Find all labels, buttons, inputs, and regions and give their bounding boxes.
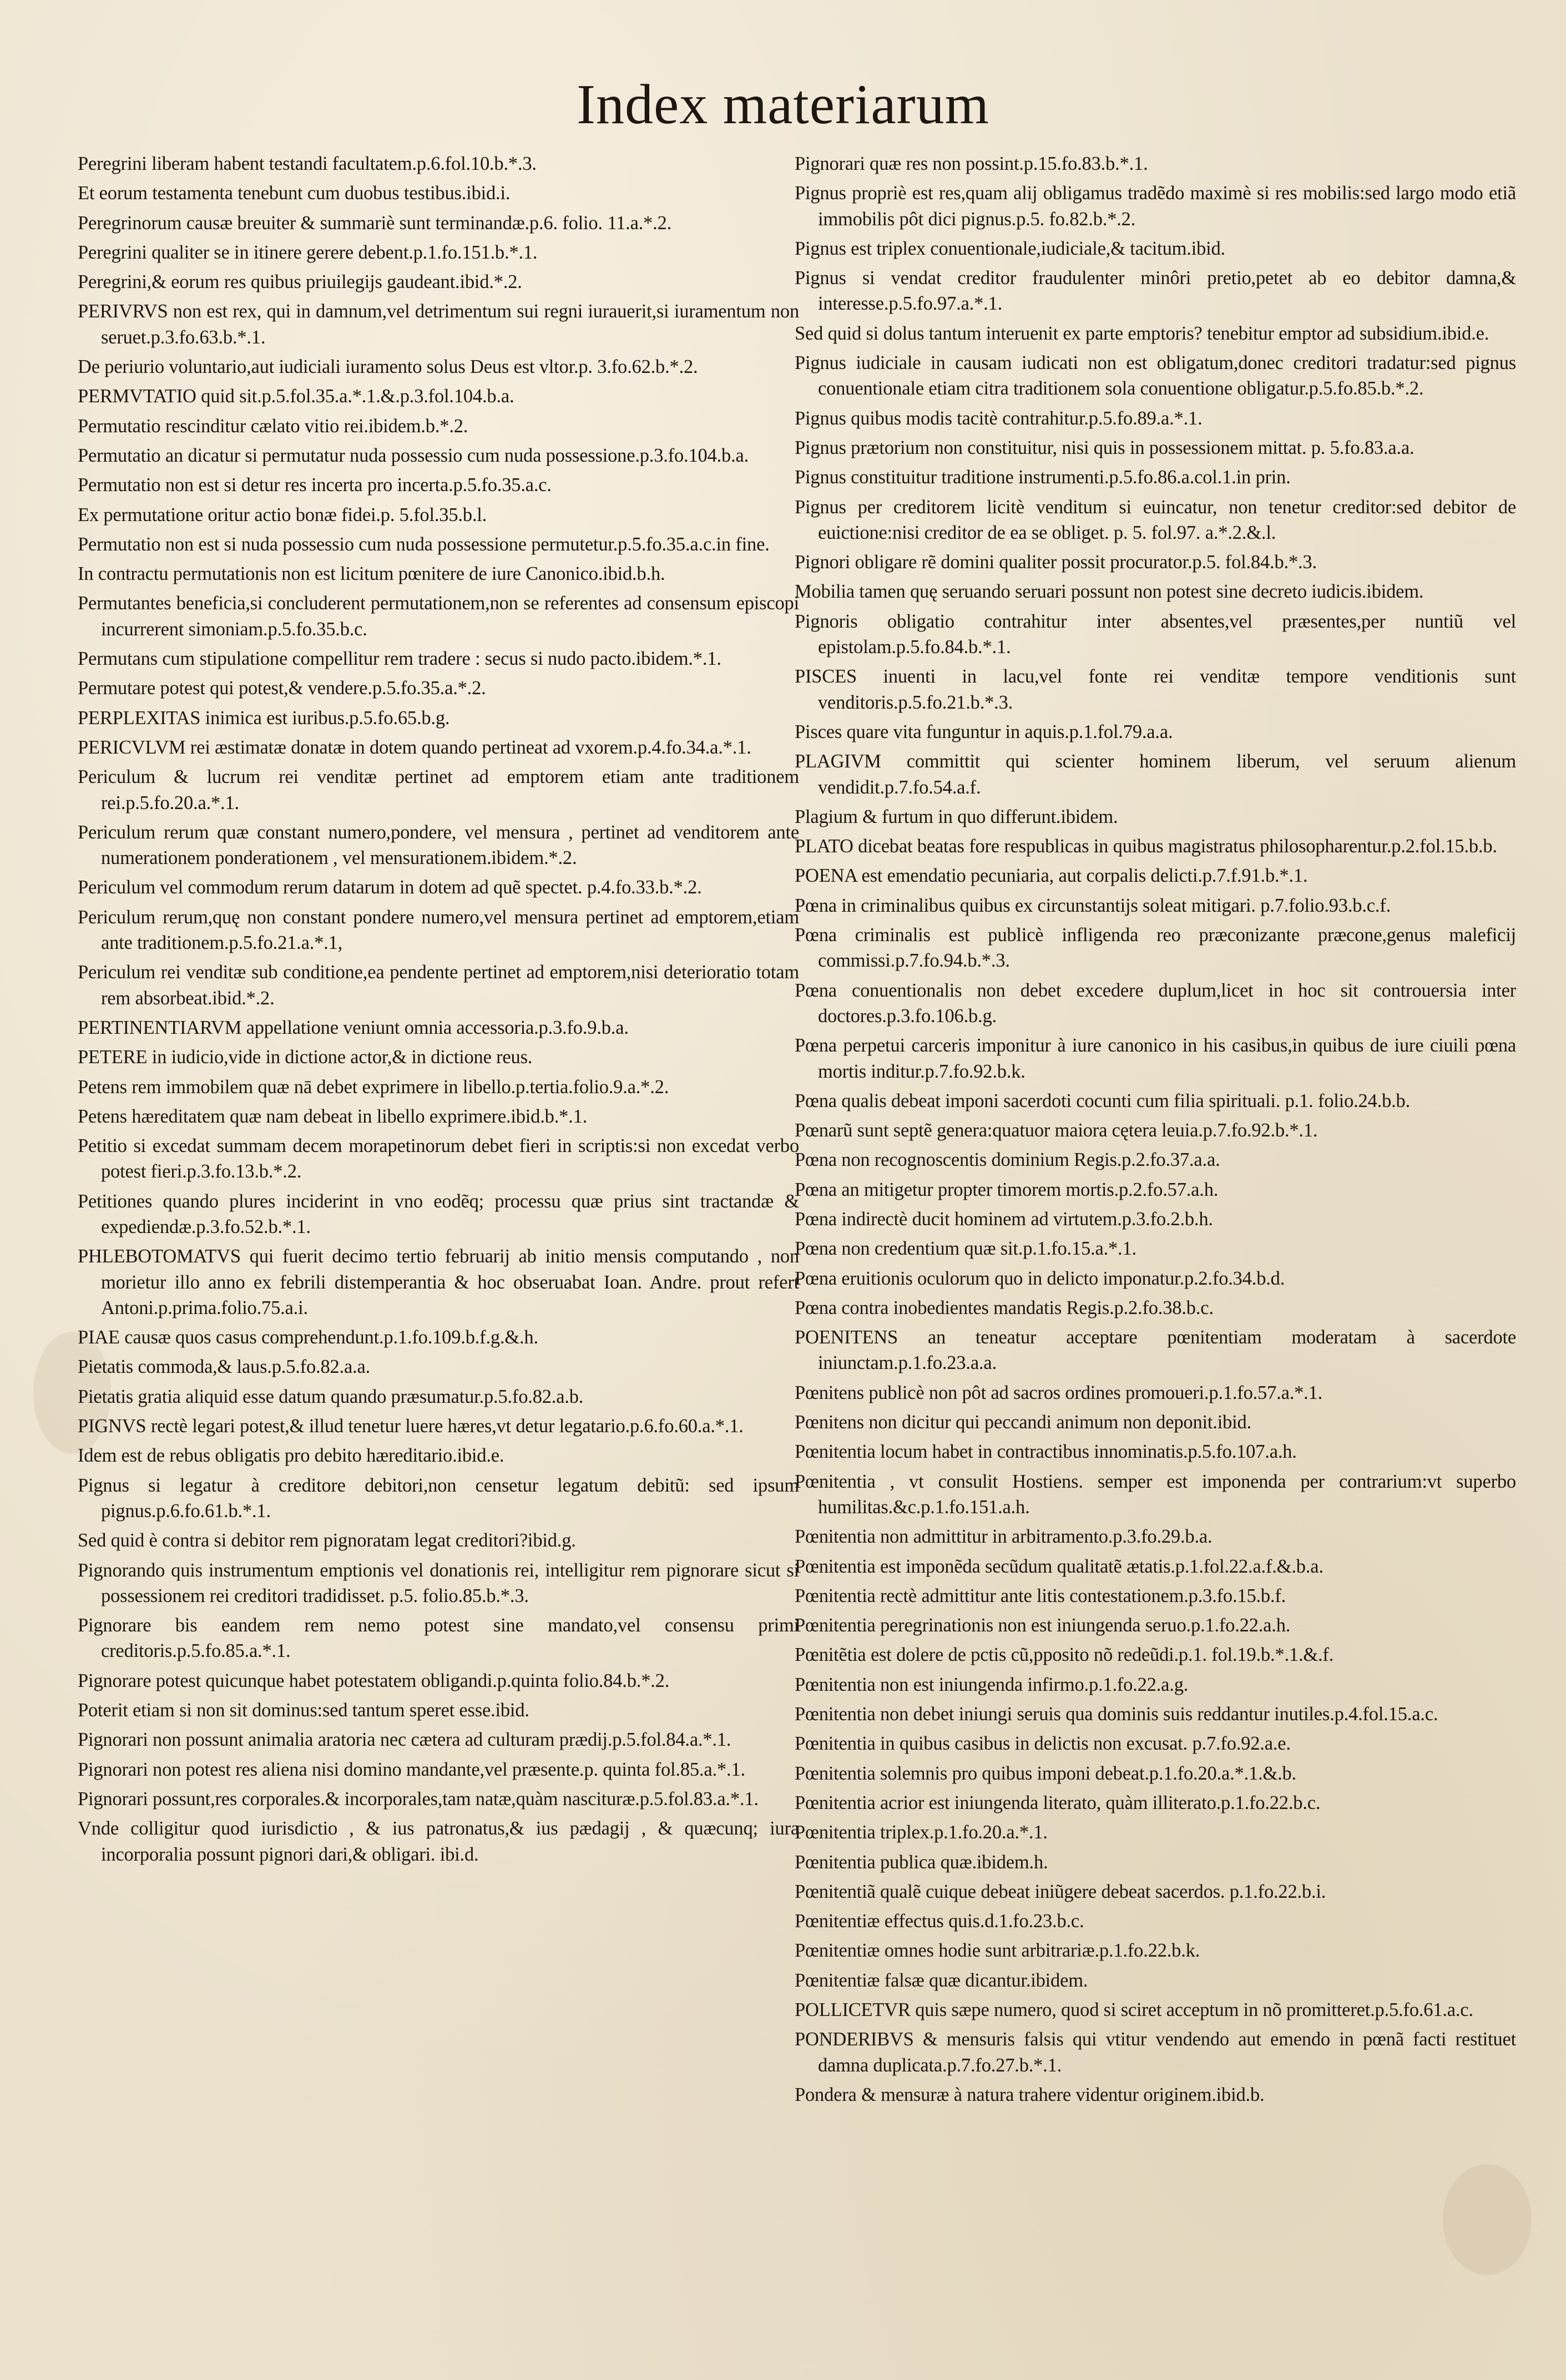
index-entry: Sed quid si dolus tantum interuenit ex parte emptoris? tenebitur emptor ad subsidium.ibid.e. (795, 322, 1489, 344)
index-entry: De periurio voluntario,aut iudiciali iuramento solus Deus est vltor.p. 3.fo.62.b.*.2. (78, 356, 698, 378)
index-entry: Pignus per creditorem licitè venditum si euincatur, non tenetur creditor:sed debitor de euictione:nisi creditor de ea se obliget. p. 5. fol.97. a.*.2.&.l. (795, 496, 1516, 543)
index-entry: Vnde colligitur quod iurisdictio , & ius patronatus,& ius pædagij , & quæcunq; iura incorporalia possunt pignori dari,& obligari. ibi.d. (78, 1818, 799, 1865)
index-entry: Pietatis gratia aliquid esse datum quando præsumatur.p.5.fo.82.a.b. (78, 1386, 584, 1407)
index-entry: Pœnitens non dicitur qui peccandi animum non deponit.ibid. (795, 1412, 1251, 1433)
index-entry: In contractu permutationis non est licitum pœnitere de iure Canonico.ibid.b.h. (78, 563, 665, 585)
index-entry: Pœna perpetui carceris imponitur à iure canonico in his casibus,in quibus de iure ciuili pœna mortis inditur.p.7.fo.92.b.k. (795, 1035, 1516, 1082)
index-entry: Ex permutatione oritur actio bonæ fidei.p. 5.fol.35.b.l. (78, 504, 487, 525)
index-entry: Peregrini liberam habent testandi facultatem.p.6.fol.10.b.*.3. (78, 153, 537, 174)
index-entry: Pœna in criminalibus quibus ex circunstantijs soleat mitigari. p.7.folio.93.b.c.f. (795, 895, 1391, 916)
index-entry: Pœnitentiã qualẽ cuique debeat iniũgere debeat sacerdos. p.1.fo.22.b.i. (795, 1881, 1326, 1902)
index-entry: Pœnarũ sunt septẽ genera:quatuor maiora cętera leuia.p.7.fo.92.b.*.1. (795, 1120, 1318, 1141)
index-entry: Poterit etiam si non sit dominus:sed tantum speret esse.ibid. (78, 1700, 529, 1721)
index-entry: Petens hæreditatem quæ nam debeat in libello exprimere.ibid.b.*.1. (78, 1105, 588, 1127)
index-entry: Pignus constituitur traditione instrumenti.p.5.fo.86.a.col.1.in prin. (795, 467, 1291, 488)
index-entry: Petitiones quando plures inciderint in vno eodẽq; processu quæ prius sint tractandæ & expediendæ.p.3.fo.52.b.*.1. (78, 1190, 799, 1237)
index-entry: Permutatio an dicatur si permutatur nuda possessio cum nuda possessione.p.3.fo.104.b.a. (78, 444, 749, 466)
index-entry: Pœna indirectè ducit hominem ad virtutem.p.3.fo.2.b.h. (795, 1208, 1213, 1230)
index-entry: Periculum vel commodum rerum datarum in dotem ad quẽ spectet. p.4.fo.33.b.*.2. (78, 877, 702, 898)
index-entry: Pœnitentia peregrinationis non est iniungenda seruo.p.1.fo.22.a.h. (795, 1615, 1291, 1636)
index-entry: Pœna qualis debeat imponi sacerdoti cocunti cum filia spirituali. p.1. folio.24.b.b. (795, 1090, 1411, 1111)
index-entry: Pignorari possunt,res corporales.& incorporales,tam natæ,quàm nascituræ.p.5.fol.83.a.*.1. (78, 1788, 759, 1810)
index-entry: Pignorari non possunt animalia aratoria nec cætera ad culturam prædij.p.5.fol.84.a.*.1. (78, 1729, 731, 1751)
index-entry: Pœnitentia locum habet in contractibus innominatis.p.5.fo.107.a.h. (795, 1441, 1297, 1463)
index-entry: PERIVRVS non est rex, qui in damnum,vel detrimentum sui regni iurauerit,si iuramentum non seruet.p.3.fo.63.b.*.1. (78, 301, 799, 348)
index-entry: Sed quid è contra si debitor rem pignoratam legat creditori?ibid.g. (78, 1530, 576, 1552)
index-entry: POLLICETVR quis sæpe numero, quod si sciret acceptum in nõ promitteret.p.5.fo.61.a.c. (795, 1999, 1473, 2020)
index-entry: Pœnitentia solemnis pro quibus imponi debeat.p.1.fo.20.a.*.1.&.b. (795, 1762, 1297, 1784)
index-entry: Pœna contra inobedientes mandatis Regis.p.2.fo.38.b.c. (795, 1297, 1214, 1318)
index-entry: Permutatio non est si detur res incerta pro incerta.p.5.fo.35.a.c. (78, 474, 552, 496)
index-entry: Petens rem immobilem quæ nā debet exprimere in libello.p.tertia.folio.9.a.*.2. (78, 1076, 669, 1098)
index-entry: Pœnitentia rectè admittitur ante litis contestationem.p.3.fo.15.b.f. (795, 1585, 1286, 1606)
index-entry: PERTINENTIARVM appellatione veniunt omnia accessoria.p.3.fo.9.b.a. (78, 1017, 629, 1038)
index-entry: PERPLEXITAS inimica est iuribus.p.5.fo.65.b.g. (78, 707, 450, 729)
index-entry: PIAE causæ quos casus comprehendunt.p.1.fo.109.b.f.g.&.h. (78, 1327, 538, 1348)
index-entry: Peregrini,& eorum res quibus priuilegijs gaudeant.ibid.*.2. (78, 271, 522, 293)
index-entry: Pœnitentia est imponẽda secũdum qualitatẽ ætatis.p.1.fol.22.a.f.&.b.a. (795, 1555, 1323, 1577)
index-entry: Pignorari non potest res aliena nisi domino mandante,vel præsente.p. quinta fol.85.a.*.1. (78, 1759, 745, 1780)
index-entry: Pignus si legatur à creditore debitori,non censetur legatum debitũ: sed ipsum pignus.p.6.fo.61.b.*.1. (78, 1474, 799, 1522)
index-entry: Plagium & furtum in quo differunt.ibidem. (795, 806, 1118, 827)
index-entry: Periculum rerum,quę non constant pondere numero,vel mensura pertinet ad emptorem,etiam ante traditionem.p.5.fo.21.a.*.1, (78, 906, 799, 954)
index-entry: Permutans cum stipulatione compellitur rem tradere : secus si nudo pacto.ibidem.*.1. (78, 648, 721, 670)
paper-stain (1443, 2164, 1532, 2275)
index-entry: Pignus iudiciale in causam iudicati non est obligatum,donec creditori tradatur:sed pignus conuentionale etiam citra traditionem sola conuentione obligatur.p.5.fo.85.b.*.2. (795, 352, 1516, 400)
index-entry: Idem est de rebus obligatis pro debito hæreditario.ibid.e. (78, 1445, 504, 1467)
index-entry: Pœna an mitigetur propter timorem mortis.p.2.fo.57.a.h. (795, 1179, 1219, 1200)
index-entry: Pœnitens publicè non pôt ad sacros ordines promoueri.p.1.fo.57.a.*.1. (795, 1382, 1323, 1403)
index-column-right (795, 151, 1516, 2111)
index-entry: Pœnitentia acrior est iniungenda literato, quàm illiterato.p.1.fo.22.b.c. (795, 1792, 1321, 1813)
index-entry: Pœna criminalis est publicè infligenda reo præconizante præcone,genus maleficij commissi.p.7.fo.94.b.*.3. (795, 924, 1516, 972)
index-entry: Pœnitentiæ effectus quis.d.1.fo.23.b.c. (795, 1911, 1084, 1932)
index-entry: Pignus propriè est res,quam alij obligamus tradẽdo maximè si res mobilis:sed largo modo etiã immobilis pôt dici pignus.p.5. fo.82.b.*.2. (795, 183, 1516, 230)
index-entry: Pœnitentia non admittitur in arbitramento.p.3.fo.29.b.a. (795, 1526, 1213, 1548)
index-entry: Pœnitentia , vt consulit Hostiens. semper est imponenda per contrarium:vt superbo humilitas.&c.p.1.fo.151.a.h. (795, 1471, 1516, 1518)
index-entry: PLATO dicebat beatas fore respublicas in quibus magistratus philosopharentur.p.2.fol.15.b.b. (795, 836, 1497, 857)
index-entry: Periculum rerum quæ constant numero,pondere, vel mensura , pertinet ad venditorem ante numerationem ponderationem , vel mensurationem.ibidem.*.2. (78, 821, 799, 869)
index-entry: Pignorari quæ res non possint.p.15.fo.83.b.*.1. (795, 153, 1148, 174)
index-entry: Pignus prætorium non constituitur, nisi quis in possessionem mittat. p. 5.fo.83.a.a. (795, 437, 1415, 458)
index-entry: Peregrini qualiter se in itinere gerere debent.p.1.fo.151.b.*.1. (78, 241, 538, 263)
index-entry: POENITENS an teneatur acceptare pœnitentiam moderatam à sacerdote iniunctam.p.1.fo.23.a.a. (795, 1327, 1516, 1374)
index-entry: Pœnitentia in quibus casibus in delictis non excusat. p.7.fo.92.a.e. (795, 1733, 1291, 1755)
index-entry: PONDERIBVS & mensuris falsis qui vtitur vendendo aut emendo in pœnã facti restituet damna duplicata.p.7.fo.27.b.*.1. (795, 2029, 1516, 2076)
index-entry: Permutatio non est si nuda possessio cum nuda possessione permutetur.p.5.fo.35.a.c.in fine. (78, 533, 770, 555)
index-entry: Pignorando quis instrumentum emptionis vel donationis rei, intelligitur rem pignorare sicut si possessionem rei creditori tradidisset. p.5. folio.85.b.*.3. (78, 1559, 799, 1606)
index-entry: Mobilia tamen quę seruando seruari possunt non potest sine decreto iudicis.ibidem. (795, 581, 1424, 603)
index-entry: Pœnitentiæ falsæ quæ dicantur.ibidem. (795, 1969, 1088, 1991)
index-entry: Permutare potest qui potest,& vendere.p.5.fo.35.a.*.2. (78, 678, 486, 699)
index-entry: Petitio si excedat summam decem morapetinorum debet fieri in scriptis:si non excedat verbo potest fieri.p.3.fo.13.b.*.2. (78, 1135, 799, 1183)
index-entry: Pignus si vendat creditor fraudulenter minôri pretio,petet ab eo debitor damna,& interesse.p.5.fo.97.a.*.1. (795, 267, 1516, 315)
index-entry: Pœna conuentionalis non debet excedere duplum,licet in hoc sit controuersia inter doctores.p.3.fo.106.b.g. (795, 979, 1516, 1027)
index-entry: Pœnitẽtia est dolere de pctis cũ,pposito nõ redeũdi.p.1. fol.19.b.*.1.&.f. (795, 1644, 1334, 1666)
index-entry: Et eorum testamenta tenebunt cum duobus testibus.ibid.i. (78, 183, 511, 204)
index-entry: Periculum rei venditæ sub conditione,ea pendente pertinet ad emptorem,nisi deterioratio totam rem absorbeat.ibid.*.2. (78, 962, 799, 1009)
page-title: Index materiarum (577, 73, 989, 136)
index-entry: Permutantes beneficia,si concluderent permutationem,non se referentes ad consensum episcopi incurrerent simoniam.p.5.fo.35.b.c. (78, 593, 799, 640)
index-entry: Pœna non credentium quæ sit.p.1.fo.15.a.*.1. (795, 1238, 1136, 1260)
index-entry: PERMVTATIO quid sit.p.5.fol.35.a.*.1.&.p.3.fol.104.b.a. (78, 386, 514, 407)
index-entry: Pignus quibus modis tacitè contrahitur.p.5.fo.89.a.*.1. (795, 407, 1203, 429)
index-entry: Periculum & lucrum rei venditæ pertinet ad emptorem etiam ante traditionem rei.p.5.fo.20.a.*.1. (78, 766, 799, 813)
index-entry: Pignoris obligatio contrahitur inter absentes,vel præsentes,per nuntiũ vel epistolam.p.5.fo.84.b.*.1. (795, 610, 1516, 658)
index-entry: Pignorare potest quicunque habet potestatem obligandi.p.quinta folio.84.b.*.2. (78, 1670, 670, 1691)
index-entry: Pœnitentia triplex.p.1.fo.20.a.*.1. (795, 1822, 1048, 1843)
index-entry: POENA est emendatio pecuniaria, aut corpalis delicti.p.7.f.91.b.*.1. (795, 865, 1308, 887)
index-entry: PISCES inuenti in lacu,vel fonte rei venditæ tempore venditionis sunt venditoris.p.5.fo.21.b.*.3. (795, 666, 1516, 713)
index-entry: Pondera & mensuræ à natura trahere videntur originem.ibid.b. (795, 2084, 1265, 2105)
index-entry: Pignorare bis eandem rem nemo potest sine mandato,vel consensu primi creditoris.p.5.fo.85.a.*.1. (78, 1615, 799, 1662)
index-entry: Peregrinorum causæ breuiter & summariè sunt terminandæ.p.6. folio. 11.a.*.2. (78, 212, 672, 234)
index-entry: PHLEBOTOMATVS qui fuerit decimo tertio februarij ab initio mensis computando , non morietur illo anno ex febrili distemperantia & hoc obseruabat Ioan. Andre. prout refert Antoni.p.prima.folio.75.a.i. (78, 1246, 799, 1318)
index-entry: Pisces quare vita funguntur in aquis.p.1.fol.79.a.a. (795, 721, 1173, 742)
index-entry: PIGNVS rectè legari potest,& illud tenetur luere hæres,vt detur legatario.p.6.fo.60.a.*.1. (78, 1416, 744, 1437)
index-entry: Pignori obligare rẽ domini qualiter possit procurator.p.5. fol.84.b.*.3. (795, 552, 1317, 573)
index-entry: Pœnitentia non debet iniungi seruis qua dominis suis reddantur inutiles.p.4.fol.15.a.c. (795, 1704, 1438, 1725)
index-column-left (78, 151, 799, 1871)
index-entry: Pœna eruitionis oculorum quo in delicto imponatur.p.2.fo.34.b.d. (795, 1267, 1285, 1289)
index-entry: Pœnitentia publica quæ.ibidem.h. (795, 1851, 1048, 1873)
index-entry: PLAGIVM committit qui scienter hominem liberum, vel seruum alienum vendidit.p.7.fo.54.a.f. (795, 751, 1516, 798)
index-entry: Pignus est triplex conuentionale,iudiciale,& tacitum.ibid. (795, 238, 1225, 259)
index-entry: Pietatis commoda,& laus.p.5.fo.82.a.a. (78, 1356, 371, 1378)
index-entry: PETERE in iudicio,vide in dictione actor,& in dictione reus. (78, 1047, 533, 1068)
index-entry: Pœnitentia non est iniungenda infirmo.p.1.fo.22.a.g. (795, 1674, 1189, 1695)
index-entry: Pœnitentiæ omnes hodie sunt arbitrariæ.p.1.fo.22.b.k. (795, 1940, 1200, 1962)
index-entry: Pœna non recognoscentis dominium Regis.p.2.fo.37.a.a. (795, 1149, 1220, 1171)
index-entry: PERICVLVM rei æstimatæ donatæ in dotem quando pertineat ad vxorem.p.4.fo.34.a.*.1. (78, 736, 751, 758)
index-entry: Permutatio rescinditur cælato vitio rei.ibidem.b.*.2. (78, 415, 468, 437)
